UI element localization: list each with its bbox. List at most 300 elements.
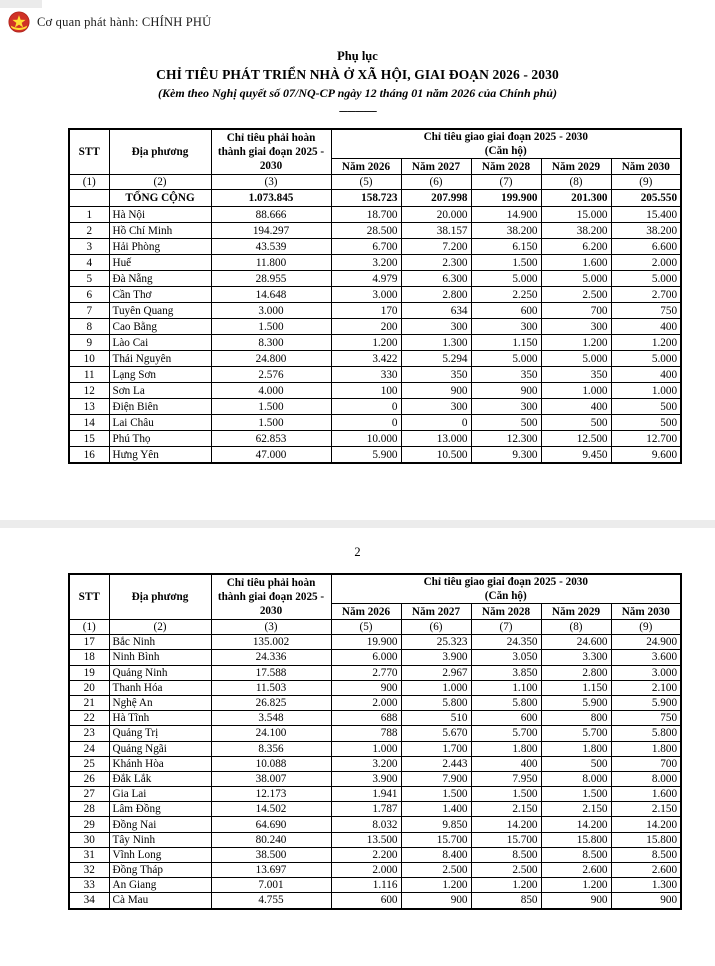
row-value: 500 <box>611 399 681 415</box>
row-value: 1.000 <box>541 383 611 399</box>
row-value: 634 <box>401 303 471 319</box>
row-value: 194.297 <box>211 223 331 239</box>
locality-name: Sơn La <box>109 383 211 399</box>
row-value: 17.588 <box>211 665 331 680</box>
row-value: 3.422 <box>331 351 401 367</box>
row-value: 8.400 <box>401 847 471 862</box>
row-value: 6.200 <box>541 239 611 255</box>
row-value: 3.300 <box>541 650 611 665</box>
row-value: 1.200 <box>401 878 471 893</box>
row-value: 5.800 <box>401 695 471 710</box>
row-value: 1.500 <box>211 415 331 431</box>
row-value: 500 <box>541 756 611 771</box>
col-head-locality: Địa phương <box>109 574 211 620</box>
row-value: 9.450 <box>541 447 611 464</box>
row-index: 29 <box>69 817 109 832</box>
row-value: 5.294 <box>401 351 471 367</box>
row-value: 15.400 <box>611 207 681 223</box>
row-index: 8 <box>69 319 109 335</box>
row-value: 5.000 <box>541 271 611 287</box>
row-value: 600 <box>471 711 541 726</box>
row-index: 15 <box>69 431 109 447</box>
row-index: 28 <box>69 802 109 817</box>
row-value: 62.853 <box>211 431 331 447</box>
row-value: 5.000 <box>471 271 541 287</box>
row-value: 6.700 <box>331 239 401 255</box>
locality-name: Tây Ninh <box>109 832 211 847</box>
locality-name: Hải Phòng <box>109 239 211 255</box>
row-value: 2.500 <box>471 863 541 878</box>
row-value: 900 <box>541 893 611 909</box>
row-value: 9.300 <box>471 447 541 464</box>
col-number: (5) <box>331 620 401 635</box>
row-value: 11.800 <box>211 255 331 271</box>
table-row <box>69 695 681 710</box>
table-row <box>69 817 681 832</box>
total-row-stt <box>69 190 109 207</box>
row-value: 1.600 <box>541 255 611 271</box>
table-row <box>69 635 681 650</box>
table-row <box>69 726 681 741</box>
row-value: 5.800 <box>471 695 541 710</box>
row-value: 24.100 <box>211 726 331 741</box>
row-value: 10.000 <box>331 431 401 447</box>
row-value: 64.690 <box>211 817 331 832</box>
row-value: 5.900 <box>611 695 681 710</box>
row-value: 2.000 <box>331 695 401 710</box>
row-value: 2.150 <box>541 802 611 817</box>
table-row <box>69 431 681 447</box>
row-value: 400 <box>611 367 681 383</box>
row-index: 4 <box>69 255 109 271</box>
row-value: 4.755 <box>211 893 331 909</box>
locality-name: Hồ Chí Minh <box>109 223 211 239</box>
row-value: 5.000 <box>541 351 611 367</box>
row-value: 38.200 <box>611 223 681 239</box>
col-head-year-2027: Năm 2027 <box>401 604 471 620</box>
row-value: 0 <box>401 415 471 431</box>
row-value: 700 <box>611 756 681 771</box>
row-value: 8.500 <box>611 847 681 862</box>
row-value: 1.300 <box>401 335 471 351</box>
row-value: 500 <box>611 415 681 431</box>
row-value: 38.200 <box>471 223 541 239</box>
row-index: 24 <box>69 741 109 756</box>
row-value: 38.500 <box>211 847 331 862</box>
row-value: 38.200 <box>541 223 611 239</box>
row-value: 0 <box>331 399 401 415</box>
col-number: (2) <box>109 175 211 190</box>
row-value: 1.500 <box>211 399 331 415</box>
divider-dashes: -------------- <box>338 105 377 118</box>
table-row <box>69 351 681 367</box>
row-value: 1.800 <box>541 741 611 756</box>
table-row <box>69 303 681 319</box>
table-row <box>69 207 681 223</box>
row-value: 8.500 <box>541 847 611 862</box>
row-value: 2.150 <box>611 802 681 817</box>
row-value: 750 <box>611 303 681 319</box>
total-row-value: 201.300 <box>541 190 611 207</box>
row-value: 850 <box>471 893 541 909</box>
group-title: Chỉ tiêu giao giai đoạn 2025 - 2030 <box>423 576 588 588</box>
row-value: 15.700 <box>401 832 471 847</box>
col-number: (7) <box>471 620 541 635</box>
table-row <box>69 802 681 817</box>
row-value: 2.800 <box>401 287 471 303</box>
row-index: 18 <box>69 650 109 665</box>
col-number: (7) <box>471 175 541 190</box>
table-row <box>69 787 681 802</box>
row-value: 5.670 <box>401 726 471 741</box>
col-head-target-total: Chỉ tiêu phải hoàn thành giai đoạn 2025 - 2030 <box>211 574 331 620</box>
row-value: 3.900 <box>331 771 401 786</box>
table-row <box>69 771 681 786</box>
group-subtitle: (Căn hộ) <box>484 145 527 157</box>
row-value: 14.502 <box>211 802 331 817</box>
row-value: 15.800 <box>611 832 681 847</box>
row-value: 1.000 <box>401 680 471 695</box>
table-row <box>69 335 681 351</box>
row-value: 1.200 <box>471 878 541 893</box>
row-value: 3.050 <box>471 650 541 665</box>
row-value: 2.967 <box>401 665 471 680</box>
locality-name: Vĩnh Long <box>109 847 211 862</box>
row-value: 1.200 <box>331 335 401 351</box>
row-value: 5.000 <box>471 351 541 367</box>
row-value: 3.200 <box>331 756 401 771</box>
row-value: 2.100 <box>611 680 681 695</box>
col-head-year-2030: Năm 2030 <box>611 604 681 620</box>
row-value: 1.200 <box>611 335 681 351</box>
row-value: 12.700 <box>611 431 681 447</box>
table-row <box>69 847 681 862</box>
row-value: 9.600 <box>611 447 681 464</box>
total-row-value: 207.998 <box>401 190 471 207</box>
row-value: 300 <box>401 319 471 335</box>
row-value: 300 <box>471 399 541 415</box>
row-value: 24.600 <box>541 635 611 650</box>
group-title: Chỉ tiêu giao giai đoạn 2025 - 2030 <box>423 131 588 143</box>
table-row <box>69 665 681 680</box>
row-value: 26.825 <box>211 695 331 710</box>
row-value: 2.443 <box>401 756 471 771</box>
row-value: 6.300 <box>401 271 471 287</box>
col-head-stt: STT <box>69 129 109 175</box>
row-value: 20.000 <box>401 207 471 223</box>
table-row <box>69 415 681 431</box>
col-number: (5) <box>331 175 401 190</box>
row-value: 2.200 <box>331 847 401 862</box>
col-number: (3) <box>211 620 331 635</box>
row-value: 900 <box>401 893 471 909</box>
row-value: 700 <box>541 303 611 319</box>
row-value: 8.032 <box>331 817 401 832</box>
row-value: 13.697 <box>211 863 331 878</box>
row-index: 21 <box>69 695 109 710</box>
row-value: 8.500 <box>471 847 541 862</box>
locality-name: Ninh Bình <box>109 650 211 665</box>
locality-name: Cần Thơ <box>109 287 211 303</box>
row-value: 3.900 <box>401 650 471 665</box>
row-value: 5.900 <box>541 695 611 710</box>
row-value: 3.600 <box>611 650 681 665</box>
col-head-group <box>331 574 681 604</box>
total-row-value: 158.723 <box>331 190 401 207</box>
row-value: 900 <box>611 893 681 909</box>
row-value: 1.500 <box>401 787 471 802</box>
row-value: 15.000 <box>541 207 611 223</box>
table-row <box>69 711 681 726</box>
locality-name: Nghệ An <box>109 695 211 710</box>
row-value: 38.007 <box>211 771 331 786</box>
table-row <box>69 447 681 464</box>
row-index: 26 <box>69 771 109 786</box>
row-value: 10.088 <box>211 756 331 771</box>
top-corner-strip <box>0 0 42 8</box>
row-value: 4.000 <box>211 383 331 399</box>
row-value: 10.500 <box>401 447 471 464</box>
row-value: 2.300 <box>401 255 471 271</box>
row-index: 19 <box>69 665 109 680</box>
table-row <box>69 255 681 271</box>
row-index: 9 <box>69 335 109 351</box>
row-value: 0 <box>331 415 401 431</box>
row-value: 12.300 <box>471 431 541 447</box>
row-value: 14.200 <box>541 817 611 832</box>
row-value: 11.503 <box>211 680 331 695</box>
col-head-year-2027: Năm 2027 <box>401 159 471 175</box>
locality-name: Tuyên Quang <box>109 303 211 319</box>
row-value: 788 <box>331 726 401 741</box>
row-value: 13.000 <box>401 431 471 447</box>
row-value: 3.000 <box>331 287 401 303</box>
row-value: 2.600 <box>611 863 681 878</box>
col-number: (3) <box>211 175 331 190</box>
row-value: 5.800 <box>611 726 681 741</box>
row-value: 1.500 <box>541 787 611 802</box>
row-index: 6 <box>69 287 109 303</box>
locality-name: Cao Bằng <box>109 319 211 335</box>
row-value: 2.000 <box>611 255 681 271</box>
appendix-label: Phụ lục <box>337 49 378 63</box>
col-number: (9) <box>611 620 681 635</box>
row-index: 11 <box>69 367 109 383</box>
row-value: 2.576 <box>211 367 331 383</box>
col-head-target-total: Chỉ tiêu phải hoàn thành giai đoạn 2025 - 2030 <box>211 129 331 175</box>
row-value: 2.700 <box>611 287 681 303</box>
row-value: 600 <box>331 893 401 909</box>
locality-name: Lào Cai <box>109 335 211 351</box>
row-value: 2.500 <box>541 287 611 303</box>
col-head-year-2026: Năm 2026 <box>331 159 401 175</box>
locality-name: Điện Biên <box>109 399 211 415</box>
table-row <box>69 756 681 771</box>
table-row <box>69 287 681 303</box>
row-value: 7.900 <box>401 771 471 786</box>
row-value: 12.173 <box>211 787 331 802</box>
row-value: 1.787 <box>331 802 401 817</box>
row-value: 1.150 <box>471 335 541 351</box>
row-value: 8.000 <box>611 771 681 786</box>
row-value: 9.850 <box>401 817 471 832</box>
col-head-year-2026: Năm 2026 <box>331 604 401 620</box>
row-value: 2.000 <box>331 863 401 878</box>
row-value: 1.600 <box>611 787 681 802</box>
locality-name: Đồng Nai <box>109 817 211 832</box>
locality-name: Gia Lai <box>109 787 211 802</box>
row-value: 2.600 <box>541 863 611 878</box>
row-value: 6.600 <box>611 239 681 255</box>
table-row <box>69 832 681 847</box>
row-value: 1.100 <box>471 680 541 695</box>
row-value: 170 <box>331 303 401 319</box>
table-row <box>69 399 681 415</box>
row-value: 8.000 <box>541 771 611 786</box>
table-row <box>69 239 681 255</box>
col-head-stt: STT <box>69 574 109 620</box>
row-value: 100 <box>331 383 401 399</box>
row-value: 15.800 <box>541 832 611 847</box>
table-row <box>69 383 681 399</box>
locality-name: Khánh Hòa <box>109 756 211 771</box>
row-value: 2.770 <box>331 665 401 680</box>
total-row-value: 1.073.845 <box>211 190 331 207</box>
row-value: 5.000 <box>611 351 681 367</box>
row-index: 34 <box>69 893 109 909</box>
row-index: 7 <box>69 303 109 319</box>
row-value: 28.500 <box>331 223 401 239</box>
row-value: 3.000 <box>211 303 331 319</box>
col-number: (6) <box>401 175 471 190</box>
row-value: 350 <box>471 367 541 383</box>
locality-name: Hà Nội <box>109 207 211 223</box>
col-number: (1) <box>69 620 109 635</box>
row-value: 3.548 <box>211 711 331 726</box>
row-value: 8.300 <box>211 335 331 351</box>
col-number: (9) <box>611 175 681 190</box>
locality-name: Huế <box>109 255 211 271</box>
col-number: (1) <box>69 175 109 190</box>
row-value: 200 <box>331 319 401 335</box>
locality-name: Hà Tĩnh <box>109 711 211 726</box>
row-value: 1.200 <box>541 878 611 893</box>
row-value: 1.500 <box>211 319 331 335</box>
row-value: 47.000 <box>211 447 331 464</box>
row-index: 5 <box>69 271 109 287</box>
row-value: 1.700 <box>401 741 471 756</box>
row-value: 80.240 <box>211 832 331 847</box>
row-index: 2 <box>69 223 109 239</box>
col-number: (2) <box>109 620 211 635</box>
row-value: 5.700 <box>471 726 541 741</box>
row-value: 38.157 <box>401 223 471 239</box>
locality-name: Đắk Lắk <box>109 771 211 786</box>
row-value: 500 <box>471 415 541 431</box>
row-index: 20 <box>69 680 109 695</box>
row-value: 1.500 <box>471 255 541 271</box>
row-value: 400 <box>541 399 611 415</box>
vietnam-emblem-icon <box>8 11 30 33</box>
targets-table-page1 <box>68 128 682 464</box>
col-number: (8) <box>541 620 611 635</box>
col-head-year-2030: Năm 2030 <box>611 159 681 175</box>
row-index: 31 <box>69 847 109 862</box>
row-value: 750 <box>611 711 681 726</box>
row-value: 350 <box>541 367 611 383</box>
row-value: 3.850 <box>471 665 541 680</box>
total-row-label: TỔNG CỘNG <box>109 190 211 207</box>
row-index: 16 <box>69 447 109 464</box>
row-value: 24.336 <box>211 650 331 665</box>
row-value: 43.539 <box>211 239 331 255</box>
row-value: 24.900 <box>611 635 681 650</box>
row-index: 30 <box>69 832 109 847</box>
row-value: 19.900 <box>331 635 401 650</box>
row-index: 14 <box>69 415 109 431</box>
row-value: 24.800 <box>211 351 331 367</box>
row-index: 12 <box>69 383 109 399</box>
row-value: 24.350 <box>471 635 541 650</box>
locality-name: Phú Thọ <box>109 431 211 447</box>
row-value: 400 <box>471 756 541 771</box>
total-row <box>69 190 681 207</box>
table-row <box>69 319 681 335</box>
row-value: 88.666 <box>211 207 331 223</box>
locality-name: Thái Nguyên <box>109 351 211 367</box>
row-value: 900 <box>471 383 541 399</box>
row-value: 5.000 <box>611 271 681 287</box>
locality-name: An Giang <box>109 878 211 893</box>
row-index: 33 <box>69 878 109 893</box>
col-head-year-2028: Năm 2028 <box>471 159 541 175</box>
table-row <box>69 680 681 695</box>
row-value: 350 <box>401 367 471 383</box>
row-value: 2.500 <box>401 863 471 878</box>
row-value: 1.150 <box>541 680 611 695</box>
page-separator <box>0 520 715 528</box>
row-value: 300 <box>541 319 611 335</box>
table-row <box>69 650 681 665</box>
table-row <box>69 878 681 893</box>
locality-name: Hưng Yên <box>109 447 211 464</box>
row-value: 1.941 <box>331 787 401 802</box>
row-value: 900 <box>331 680 401 695</box>
row-index: 1 <box>69 207 109 223</box>
row-value: 688 <box>331 711 401 726</box>
row-index: 10 <box>69 351 109 367</box>
row-value: 1.300 <box>611 878 681 893</box>
row-value: 4.979 <box>331 271 401 287</box>
table-row <box>69 741 681 756</box>
row-value: 8.356 <box>211 741 331 756</box>
row-value: 800 <box>541 711 611 726</box>
col-head-group <box>331 129 681 159</box>
row-value: 1.000 <box>331 741 401 756</box>
row-value: 5.700 <box>541 726 611 741</box>
table-row <box>69 223 681 239</box>
document-subtitle: (Kèm theo Nghị quyết số 07/NQ-CP ngày 12 tháng 01 năm 2026 của Chính phủ) <box>158 85 557 100</box>
table-row <box>69 271 681 287</box>
row-value: 14.900 <box>471 207 541 223</box>
col-head-year-2029: Năm 2029 <box>541 604 611 620</box>
row-value: 600 <box>471 303 541 319</box>
row-index: 3 <box>69 239 109 255</box>
row-index: 23 <box>69 726 109 741</box>
row-value: 1.200 <box>541 335 611 351</box>
row-value: 14.200 <box>471 817 541 832</box>
row-value: 3.000 <box>611 665 681 680</box>
